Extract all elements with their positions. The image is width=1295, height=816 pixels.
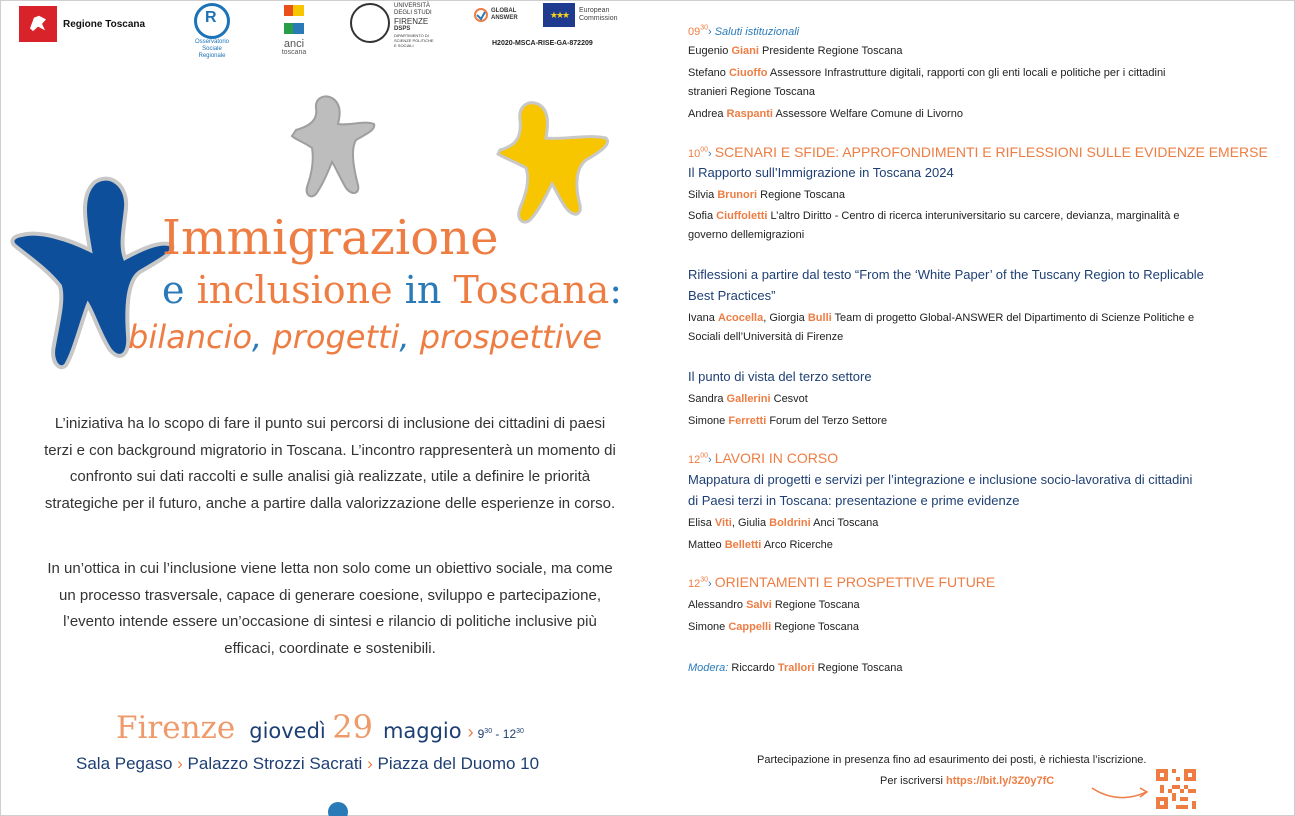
- session-1-header: $09^{30}›$ Saluti istituzionali: [688, 24, 800, 38]
- chevron-icon: ›: [708, 148, 712, 160]
- grant-number: H2020-MSCA-RISE-GA-872209: [492, 40, 593, 47]
- event-day: 29: [332, 708, 373, 746]
- session-6-header: $12^{30}›$ ORIENTAMENTI E PROSPETTIVE FUTURE: [688, 574, 996, 590]
- unifi-line-5: DIPARTIMENTO DI: [394, 33, 429, 38]
- unifi-line-6: SCIENZE POLITICHE: [394, 38, 434, 43]
- title-e: e: [162, 268, 185, 312]
- unifi-line-3: FIRENZE: [394, 17, 429, 26]
- unifi-line-2: DEGLI STUDI: [394, 10, 432, 16]
- anci-sub-label: toscana: [281, 49, 307, 56]
- event-date: [116, 708, 524, 746]
- regione-toscana-label: Regione Toscana: [63, 18, 146, 30]
- unifi-logo: [350, 3, 434, 48]
- regione-toscana-logo: [19, 6, 145, 42]
- speaker-ciuoffo-cont: stranieri Regione Toscana: [688, 86, 815, 98]
- chevron-icon: ›: [708, 454, 712, 466]
- subtitle-comma-2: ,: [399, 318, 410, 356]
- event-venue: [76, 754, 539, 774]
- intro-paragraph-2: In un’ottica in cui l’inclusione viene letta non solo come un obiettivo sociale, ma come un processo trasversale, capace di generare coesione, sviluppo e partecipazione, l’evento intende essere un’occasione di sintesi e rilancio di politiche inclusive più efficaci, coordinate e sostenibili.: [47, 560, 613, 657]
- moderator: Modera: Riccardo Trallori Regione Toscana: [688, 662, 903, 674]
- title-line-2: [162, 268, 622, 312]
- registration-link[interactable]: https://bit.ly/3Z0y7fC: [946, 775, 1055, 787]
- chevron-icon: ›: [467, 722, 474, 742]
- arrow-icon: [1090, 778, 1152, 802]
- session-2-title: SCENARI E SFIDE: APPROFONDIMENTI E RIFLESSIONI SULLE EVIDENZE EMERSE: [714, 144, 1268, 160]
- speaker-acocella-bulli-cont: Sociali dell’Università di Firenze: [688, 331, 844, 343]
- unifi-line-4: DSPS: [394, 26, 411, 32]
- session-6-title: ORIENTAMENTI E PROSPETTIVE FUTURE: [714, 574, 996, 590]
- speaker-acocella-bulli: Ivana Acocella, Giorgia Bulli Team di progetto Global-ANSWER del Dipartimento di Scienze Politiche e: [688, 312, 1195, 324]
- speaker-viti-boldrini: Elisa Viti, Giulia Boldrini Anci Toscana: [688, 517, 879, 529]
- session-1-title: Saluti istituzionali: [714, 26, 800, 38]
- unifi-line-1: UNIVERSITÀ: [394, 3, 431, 9]
- title-inclusione: inclusione: [196, 268, 393, 312]
- pegasus-flag-icon: [19, 6, 57, 42]
- subtitle-progetti: progetti: [262, 318, 400, 356]
- speaker-ciuffoletti: Sofia Ciuffoletti L’altro Diritto - Centro di ricerca interuniversitario su carcere, devianza, marginalità e: [688, 210, 1180, 222]
- unifi-line-7: E SOCIALI: [394, 43, 414, 48]
- qr-code-icon[interactable]: [1156, 769, 1196, 809]
- venue-building: Palazzo Strozzi Sacrati: [187, 754, 363, 773]
- speaker-salvi: Alessandro Salvi Regione Toscana: [688, 599, 860, 611]
- subtitle-bilancio: bilancio: [128, 318, 253, 356]
- chevron-icon: ›: [708, 578, 712, 590]
- event-city: Firenze: [116, 710, 236, 746]
- eu-label-1: European: [579, 7, 610, 14]
- unifi-seal-icon: [350, 3, 390, 43]
- session-5-subtitle-2: di Paesi terzi in Toscana: presentazione e prime evidenze: [688, 493, 1020, 508]
- osservatorio-label-2: Sociale Regionale: [198, 46, 226, 59]
- subtitle-comma-1: ,: [252, 318, 263, 356]
- yellow-figure-icon: [498, 103, 608, 222]
- speaker-gallerini: Sandra Gallerini Cesvot: [688, 393, 808, 405]
- speaker-raspanti: Andrea Raspanti Assessore Welfare Comune di Livorno: [688, 108, 963, 120]
- session-3-subtitle-2: Best Practices”: [688, 288, 776, 303]
- global-answer-logo: [474, 8, 518, 22]
- eu-label-2: Commission: [579, 15, 618, 22]
- event-time: $9^{30} - 12^{30}$: [477, 727, 524, 741]
- speaker-ciuoffo: Stefano Ciuoffo Assessore Infrastrutture digitali, rapporti con gli enti locali e politiche per i cittadini: [688, 67, 1166, 79]
- session-4-subtitle: Il punto di vista del terzo settore: [688, 369, 872, 384]
- title-in: in: [404, 268, 442, 312]
- speaker-cappelli: Simone Cappelli Regione Toscana: [688, 621, 860, 633]
- session-3-subtitle-1: Riflessioni a partire dal testo “From the ‘White Paper’ of the Tuscany Region to Replicable: [688, 267, 1204, 282]
- grey-figure-icon: [292, 96, 374, 196]
- global-answer-icon: [474, 8, 488, 22]
- session-2-header: $10^{00}›$ SCENARI E SFIDE: APPROFONDIMENTI E RIFLESSIONI SULLE EVIDENZE EMERSE: [688, 144, 1268, 160]
- title-toscana: Toscana: [453, 268, 610, 312]
- speaker-brunori: Silvia Brunori Regione Toscana: [688, 189, 845, 201]
- eu-flag-icon: ★★★: [543, 3, 575, 27]
- osservatorio-icon: [194, 3, 230, 39]
- title-line-1: Immigrazione: [162, 210, 499, 266]
- anci-label: anci: [283, 38, 305, 50]
- session-5-title: LAVORI IN CORSO: [714, 450, 839, 466]
- session-2-subtitle: Il Rapporto sull’Immigrazione in Toscana 2024: [688, 165, 954, 180]
- venue-address: Piazza del Duomo 10: [377, 754, 540, 773]
- osservatorio-label-1: Osservatorio: [194, 39, 229, 45]
- subtitle-prospettive: prospettive: [409, 318, 603, 356]
- chevron-icon: ›: [177, 754, 183, 773]
- speaker-belletti: Matteo Belletti Arco Ricerche: [688, 539, 833, 551]
- session-5-header: $12^{00}›$ LAVORI IN CORSO: [688, 450, 839, 466]
- global-answer-label-1: GLOBAL: [491, 8, 517, 14]
- osservatorio-logo: [188, 3, 236, 60]
- anci-logo: [274, 3, 314, 56]
- speaker-giani: Eugenio Giani Presidente Regione Toscana: [688, 45, 903, 57]
- title-line-3: [128, 318, 602, 356]
- speaker-ciuffoletti-cont: governo dellemigrazioni: [688, 229, 805, 241]
- eu-logo: [543, 3, 618, 27]
- global-answer-label-2: ANSWER: [491, 15, 518, 21]
- speaker-ferretti: Simone Ferretti Forum del Terzo Settore: [688, 415, 888, 427]
- blue-figure-head-icon: [326, 798, 350, 816]
- chevron-icon: ›: [708, 26, 712, 38]
- title-colon: :: [609, 268, 623, 312]
- event-weekday: giovedì: [249, 719, 326, 743]
- chevron-icon: ›: [367, 754, 373, 773]
- registration-line: Per iscriversi https://bit.ly/3Z0y7fC: [880, 775, 1055, 787]
- venue-room: Sala Pegaso: [76, 754, 173, 773]
- participation-note: Partecipazione in presenza fino ad esaurimento dei posti, è richiesta l’iscrizione.: [757, 754, 1147, 766]
- event-month: maggio: [382, 719, 462, 743]
- intro-paragraph-1: L’iniziativa ha lo scopo di fare il punto sui percorsi di inclusione dei cittadini di paesi terzi e con background migratorio in Toscana. L’incontro rappresenterà un momento di confronto sui dati raccolti e sulle analisi già realizzate, utile a definire le priorità strategiche per il futuro, anche a partire dalla valorizzazione delle esperienze in corso.: [44, 415, 616, 512]
- session-5-subtitle-1: Mappatura di progetti e servizi per l’integrazione e inclusione socio-lavorativa di cittadini: [688, 472, 1193, 487]
